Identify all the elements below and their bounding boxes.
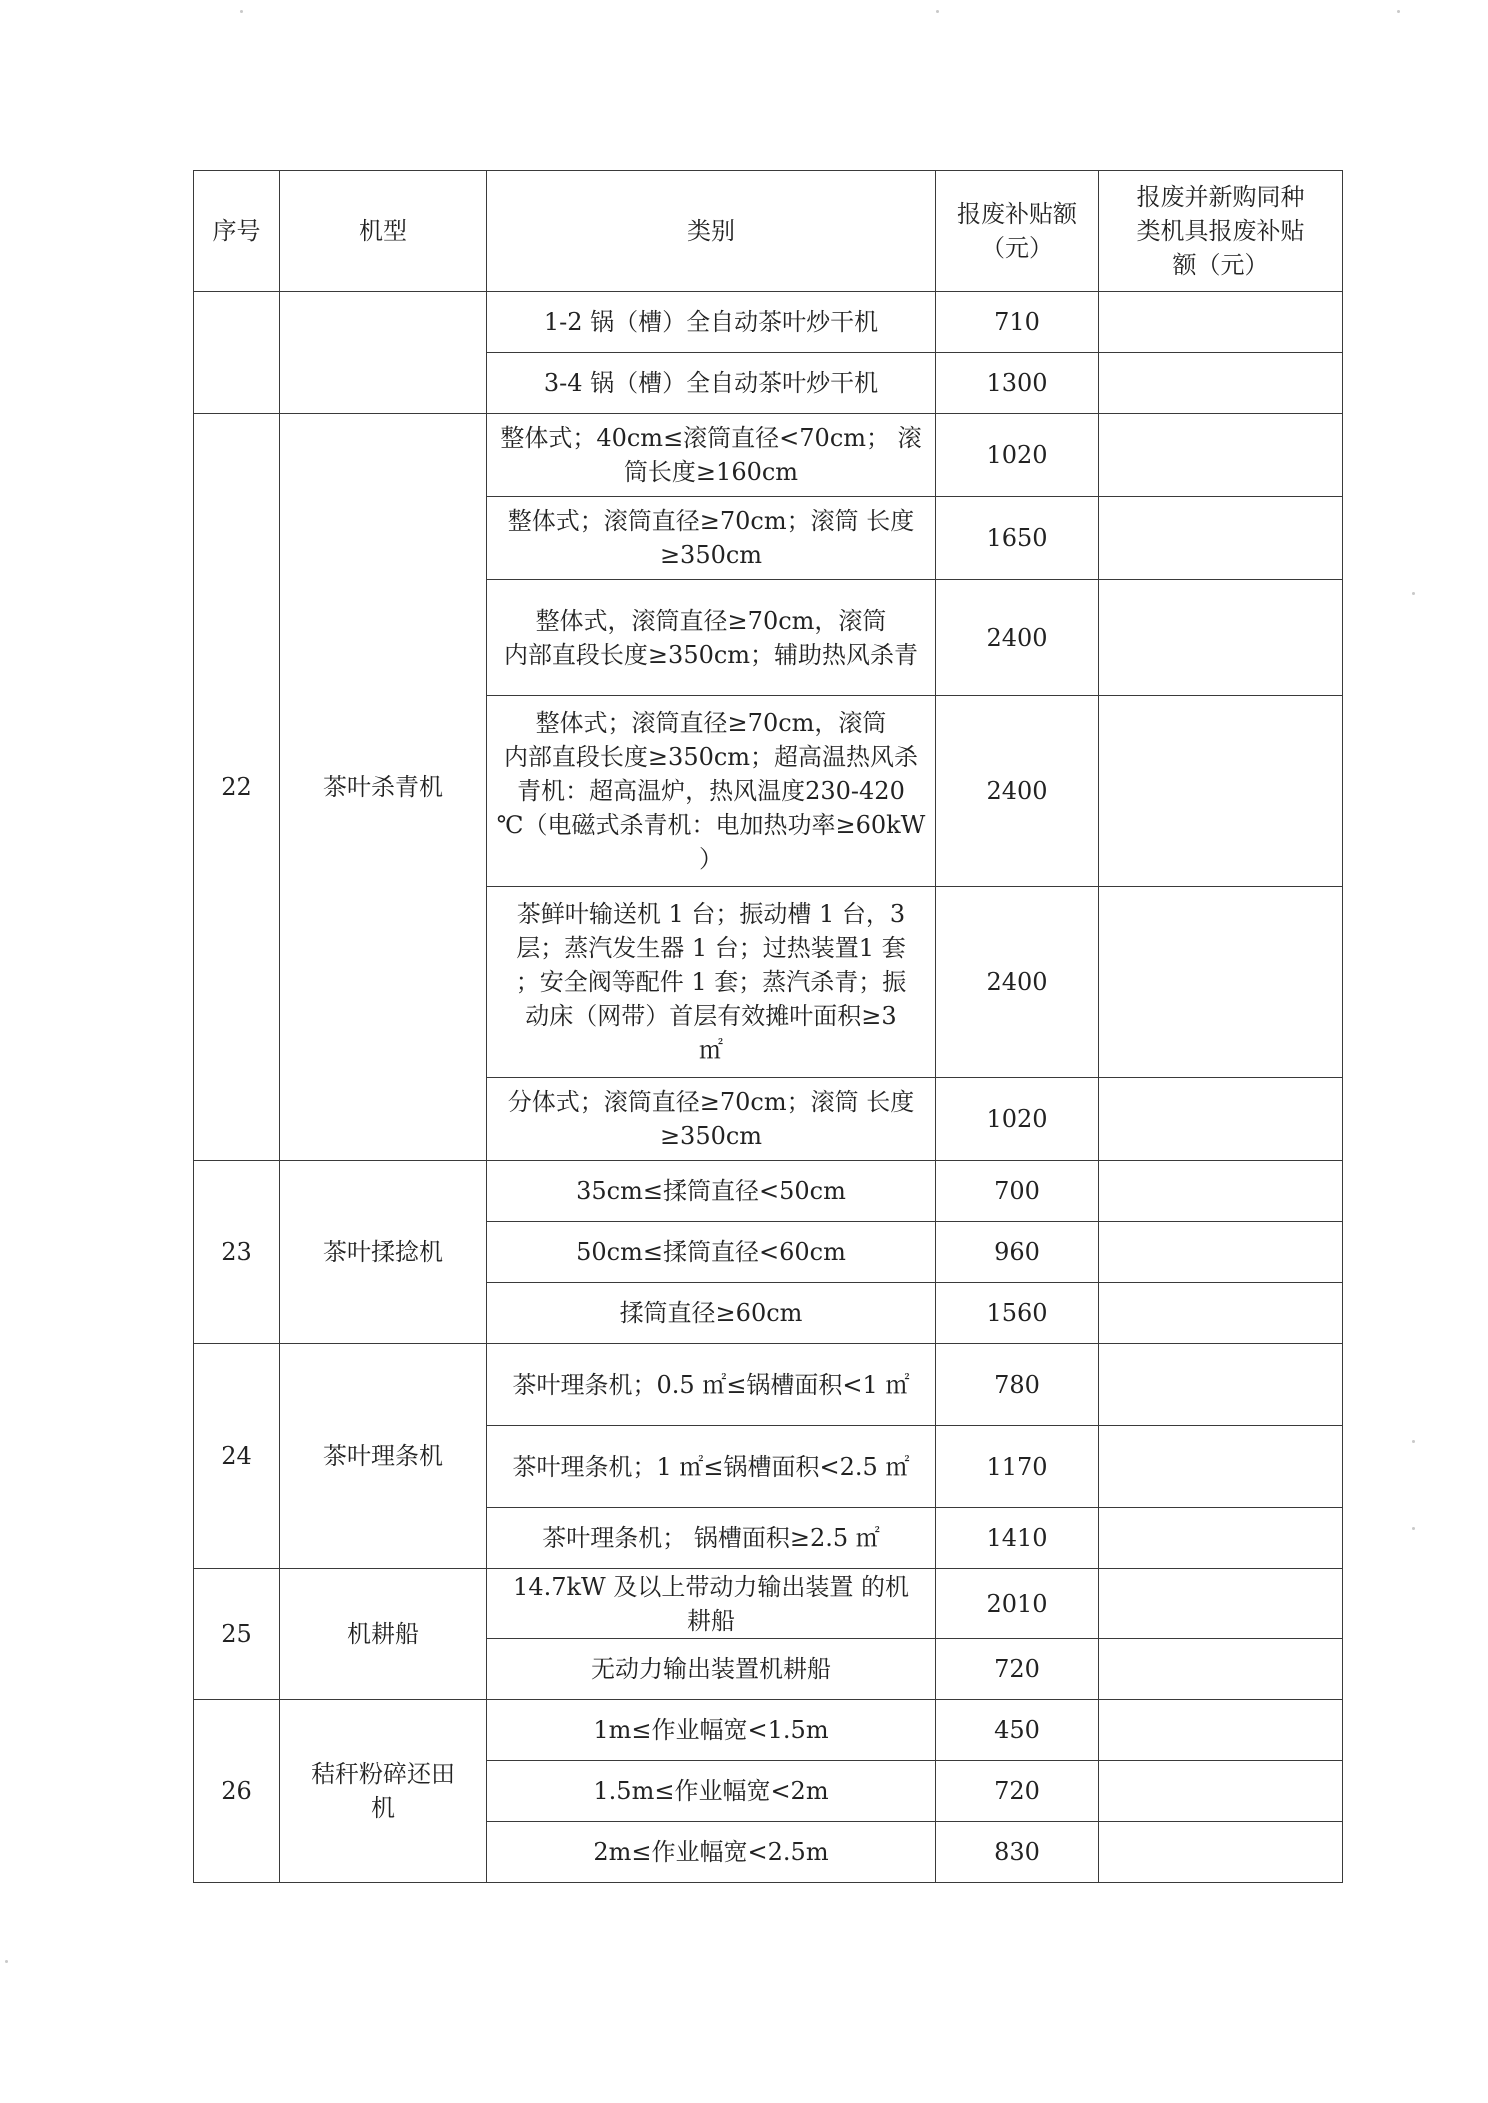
scrap-and-buy-cell bbox=[1099, 1569, 1343, 1639]
model-cell bbox=[280, 292, 487, 414]
scrap-subsidy-cell: 720 bbox=[936, 1761, 1099, 1822]
scrap-and-buy-cell bbox=[1099, 414, 1343, 497]
category-cell: 整体式，滚筒直径≥70cm，滚筒 内部直段长度≥350cm；辅助热风杀青 bbox=[487, 580, 936, 696]
category-cell: 14.7kW 及以上带动力输出装置 的机 耕船 bbox=[487, 1569, 936, 1639]
seq-cell bbox=[194, 292, 280, 414]
scrap-subsidy-cell: 1560 bbox=[936, 1283, 1099, 1344]
category-cell: 茶叶理条机； 锅槽面积≥2.5 ㎡ bbox=[487, 1508, 936, 1569]
header-scrap-and-buy: 报废并新购同种 类机具报废补贴 额（元） bbox=[1099, 171, 1343, 292]
category-cell: 1.5m≤作业幅宽<2m bbox=[487, 1761, 936, 1822]
scrap-and-buy-cell bbox=[1099, 1761, 1343, 1822]
category-cell: 1m≤作业幅宽<1.5m bbox=[487, 1700, 936, 1761]
model-cell: 秸秆粉碎还田 机 bbox=[280, 1700, 487, 1883]
category-cell: 茶叶理条机；1 ㎡≤锅槽面积<2.5 ㎡ bbox=[487, 1426, 936, 1508]
scan-speck bbox=[1397, 10, 1400, 13]
category-cell: 1-2 锅（槽）全自动茶叶炒干机 bbox=[487, 292, 936, 353]
scrap-and-buy-cell bbox=[1099, 497, 1343, 580]
scrap-subsidy-cell: 1650 bbox=[936, 497, 1099, 580]
model-cell: 茶叶杀青机 bbox=[280, 414, 487, 1161]
scrap-subsidy-cell: 1300 bbox=[936, 353, 1099, 414]
scrap-subsidy-cell: 1170 bbox=[936, 1426, 1099, 1508]
scrap-subsidy-cell: 2400 bbox=[936, 696, 1099, 887]
category-cell: 揉筒直径≥60cm bbox=[487, 1283, 936, 1344]
scan-speck bbox=[1412, 1440, 1415, 1443]
scrap-and-buy-cell bbox=[1099, 1639, 1343, 1700]
scrap-and-buy-cell bbox=[1099, 1078, 1343, 1161]
scrap-subsidy-cell: 830 bbox=[936, 1822, 1099, 1883]
scrap-and-buy-cell bbox=[1099, 1283, 1343, 1344]
seq-cell: 25 bbox=[194, 1569, 280, 1700]
scrap-and-buy-cell bbox=[1099, 1700, 1343, 1761]
scrap-and-buy-cell bbox=[1099, 1222, 1343, 1283]
scrap-subsidy-cell: 1020 bbox=[936, 1078, 1099, 1161]
category-cell: 茶叶理条机；0.5 ㎡≤锅槽面积<1 ㎡ bbox=[487, 1344, 936, 1426]
scrap-subsidy-cell: 2400 bbox=[936, 580, 1099, 696]
scrap-subsidy-cell: 2010 bbox=[936, 1569, 1099, 1639]
scrap-and-buy-cell bbox=[1099, 580, 1343, 696]
scrap-subsidy-cell: 700 bbox=[936, 1161, 1099, 1222]
scrap-and-buy-cell bbox=[1099, 1426, 1343, 1508]
scan-speck bbox=[240, 10, 243, 13]
scrap-subsidy-cell: 960 bbox=[936, 1222, 1099, 1283]
scan-speck bbox=[1412, 1527, 1415, 1530]
category-cell: 整体式；40cm≤滚筒直径<70cm； 滚 筒长度≥160cm bbox=[487, 414, 936, 497]
header-scrap-subsidy: 报废补贴额 （元） bbox=[936, 171, 1099, 292]
scrap-subsidy-cell: 720 bbox=[936, 1639, 1099, 1700]
table-row bbox=[194, 292, 1343, 353]
scrap-and-buy-cell bbox=[1099, 1822, 1343, 1883]
scrap-subsidy-cell: 1410 bbox=[936, 1508, 1099, 1569]
scrap-and-buy-cell bbox=[1099, 1344, 1343, 1426]
header-model: 机型 bbox=[280, 171, 487, 292]
table-body bbox=[194, 292, 1343, 1883]
table-row bbox=[194, 414, 1343, 497]
scan-speck bbox=[1412, 592, 1415, 595]
category-cell: 整体式；滚筒直径≥70cm；滚筒 长度 ≥350cm bbox=[487, 497, 936, 580]
seq-cell: 24 bbox=[194, 1344, 280, 1569]
header-seq: 序号 bbox=[194, 171, 280, 292]
table-row bbox=[194, 1569, 1343, 1639]
category-cell: 50cm≤揉筒直径<60cm bbox=[487, 1222, 936, 1283]
model-cell: 机耕船 bbox=[280, 1569, 487, 1700]
seq-cell: 23 bbox=[194, 1161, 280, 1344]
table-row bbox=[194, 1344, 1343, 1426]
scrap-subsidy-cell: 710 bbox=[936, 292, 1099, 353]
model-cell: 茶叶揉捻机 bbox=[280, 1161, 487, 1344]
scrap-and-buy-cell bbox=[1099, 353, 1343, 414]
scan-speck bbox=[936, 10, 939, 13]
scrap-subsidy-cell: 450 bbox=[936, 1700, 1099, 1761]
seq-cell: 26 bbox=[194, 1700, 280, 1883]
scrap-subsidy-cell: 1020 bbox=[936, 414, 1099, 497]
category-cell: 分体式；滚筒直径≥70cm；滚筒 长度 ≥350cm bbox=[487, 1078, 936, 1161]
seq-cell: 22 bbox=[194, 414, 280, 1161]
table-row bbox=[194, 1700, 1343, 1761]
category-cell: 2m≤作业幅宽<2.5m bbox=[487, 1822, 936, 1883]
scrap-subsidy-cell: 2400 bbox=[936, 887, 1099, 1078]
scrap-and-buy-cell bbox=[1099, 1508, 1343, 1569]
scrap-and-buy-cell bbox=[1099, 696, 1343, 887]
scrap-and-buy-cell bbox=[1099, 292, 1343, 353]
category-cell: 茶鲜叶输送机 1 台；振动槽 1 台，3 层；蒸汽发生器 1 台；过热装置1 套 ；安全阀等配件 1 套；蒸汽杀青；振 动床（网带）首层有效摊叶面积≥3 ㎡ bbox=[487, 887, 936, 1078]
header-category: 类别 bbox=[487, 171, 936, 292]
scan-speck bbox=[5, 1960, 8, 1963]
scrap-subsidy-cell: 780 bbox=[936, 1344, 1099, 1426]
category-cell: 35cm≤揉筒直径<50cm bbox=[487, 1161, 936, 1222]
category-cell: 整体式；滚筒直径≥70cm，滚筒 内部直段长度≥350cm；超高温热风杀 青机：超高温炉，热风温度230-420 ℃（电磁式杀青机：电加热功率≥60kW ） bbox=[487, 696, 936, 887]
subsidy-table bbox=[193, 170, 1343, 1883]
header-row bbox=[194, 171, 1343, 292]
category-cell: 3-4 锅（槽）全自动茶叶炒干机 bbox=[487, 353, 936, 414]
scrap-and-buy-cell bbox=[1099, 1161, 1343, 1222]
scrap-and-buy-cell bbox=[1099, 887, 1343, 1078]
model-cell: 茶叶理条机 bbox=[280, 1344, 487, 1569]
category-cell: 无动力输出装置机耕船 bbox=[487, 1639, 936, 1700]
table-row bbox=[194, 1161, 1343, 1222]
